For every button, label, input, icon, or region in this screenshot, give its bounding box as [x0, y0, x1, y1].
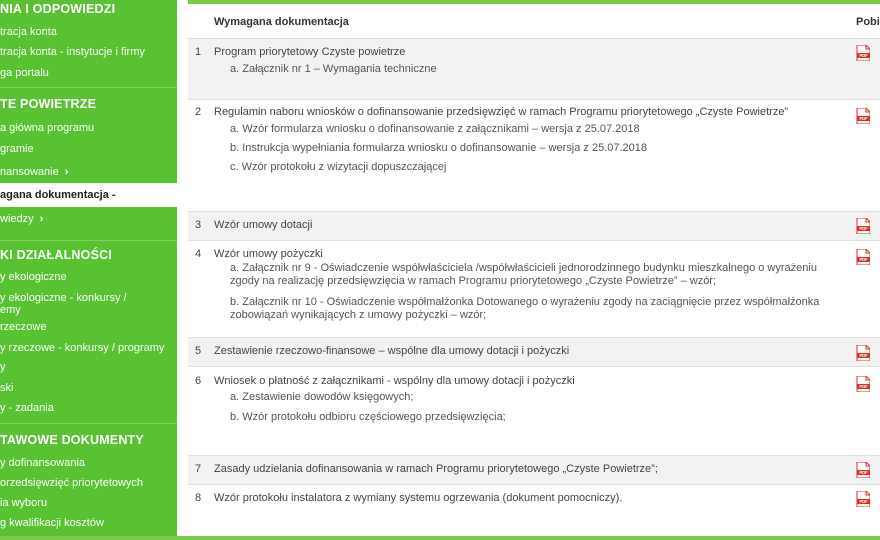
- sidebar-section-title: TAWOWE DOKUMENTY: [0, 433, 144, 447]
- table-row: [188, 212, 880, 241]
- chevron-right-icon: ›: [64, 166, 69, 178]
- table-row: [188, 338, 880, 367]
- sidebar-divider: [0, 240, 177, 241]
- sidebar-item-kryteria-wyboru[interactable]: ia wyboru: [0, 497, 48, 509]
- column-header-download: Pobi: [856, 16, 880, 28]
- row-title: Zestawienie rzeczowo-finansowe – wspólne dla umowy dotacji i pożyczki: [214, 345, 570, 357]
- documentation-table: [188, 4, 880, 536]
- row-number: 5: [195, 345, 202, 357]
- sidebar-item-efekty-ekologiczne-konkursy[interactable]: y ekologiczne - konkursy / emy: [0, 292, 127, 316]
- sidebar-item-ski[interactable]: ski: [0, 382, 14, 394]
- pdf-icon[interactable]: [856, 462, 870, 478]
- pdf-icon-label: PDF: [859, 384, 868, 390]
- row-title: Zasady udzielania dofinansowania w ramach Programu priorytetowego „Czyste Powietrze”;: [214, 463, 658, 475]
- sidebar-item-label: nansowanie: [0, 166, 59, 178]
- row-title: Wzór protokołu instalatora z wymiany systemu ogrzewania (dokument pomocniczy).: [214, 492, 623, 504]
- row-attachment: c. Wzór protokołu z wizytacji dopuszczającej: [230, 161, 447, 173]
- sidebar-item-umowy-dofinansowania[interactable]: y dofinansowania: [0, 457, 86, 469]
- table-row: [188, 100, 880, 212]
- pdf-icon[interactable]: [856, 376, 870, 392]
- content-gutter: [177, 0, 188, 540]
- row-attachment: b. Instrukcja wypełniania formularza wniosku o dofinansowanie – wersja z 25.07.2018: [230, 142, 648, 154]
- row-attachment: a. Zestawienie dowodów księgowych;: [230, 391, 414, 403]
- row-number: 3: [195, 219, 202, 231]
- sidebar-item-przedsiewziec-priorytetowych[interactable]: orzedsięwzięć priorytetowych: [0, 477, 144, 489]
- table-row: [188, 485, 880, 515]
- row-number: 2: [195, 106, 202, 118]
- sidebar-item-rejestracja-instytucje[interactable]: tracja konta - instytucje i firmy: [0, 46, 145, 58]
- bottom-accent-bar: [0, 536, 880, 540]
- row-number: 4: [195, 248, 202, 260]
- table-row: [188, 241, 880, 338]
- table-header: [188, 4, 880, 39]
- row-number: 1: [195, 46, 202, 58]
- row-title: Wzór umowy dotacji: [214, 219, 313, 231]
- chevron-right-icon: ›: [39, 213, 44, 225]
- sidebar-item-y[interactable]: y: [0, 361, 6, 373]
- sidebar-item-efekty-ekologiczne[interactable]: y ekologiczne: [0, 271, 67, 283]
- row-attachment: a. Wzór formularza wniosku o dofinansowanie z załącznikami – wersja z 25.07.2018: [230, 123, 640, 135]
- sidebar-item-label: agana dokumentacja -: [0, 189, 116, 201]
- pdf-icon[interactable]: [856, 108, 870, 124]
- pdf-icon[interactable]: [856, 45, 870, 61]
- pdf-icon[interactable]: [856, 345, 870, 361]
- pdf-icon-label: PDF: [859, 499, 868, 505]
- row-title: Wzór umowy pożyczki: [214, 248, 323, 260]
- table-row: [188, 456, 880, 485]
- row-number: 8: [195, 492, 202, 504]
- sidebar-section-title: NIA I ODPOWIEDZI: [0, 2, 116, 16]
- sidebar-item-rejestracja-konta[interactable]: tracja konta: [0, 26, 57, 38]
- row-attachment: a. Załącznik nr 1 – Wymagania techniczne: [230, 63, 437, 75]
- sidebar-item-kwalifikacji-kosztow[interactable]: g kwalifikacji kosztów: [0, 517, 104, 529]
- pdf-icon[interactable]: [856, 491, 870, 507]
- sidebar-item-baza-wiedzy[interactable]: [0, 213, 43, 225]
- sidebar-nav: [0, 0, 177, 540]
- sidebar-divider: [0, 87, 177, 88]
- pdf-icon-label: PDF: [859, 257, 868, 263]
- sidebar-item-wymagana-dokumentacja[interactable]: [0, 183, 177, 207]
- pdf-icon-label: PDF: [859, 53, 868, 59]
- pdf-icon-label: PDF: [859, 470, 868, 476]
- pdf-icon-label: PDF: [859, 116, 868, 122]
- table-row: [188, 367, 880, 456]
- sidebar-item-o-programie[interactable]: gramie: [0, 143, 34, 155]
- sidebar-item-label: wiedzy: [0, 213, 34, 225]
- sidebar-divider: [0, 423, 177, 424]
- sidebar-item-strona-glowna[interactable]: a główna programu: [0, 122, 95, 134]
- pdf-icon[interactable]: [856, 218, 870, 234]
- row-title: Program priorytetowy Czyste powietrze: [214, 46, 406, 58]
- pdf-icon-label: PDF: [859, 353, 868, 359]
- row-attachment: b. Wzór protokołu odbioru częściowego przedsięwzięcia;: [230, 411, 506, 423]
- row-title: Regulamin naboru wniosków o dofinansowanie przedsięwzięć w ramach Programu priorytetowego „Czyste Powietrze”: [214, 106, 789, 118]
- pdf-icon[interactable]: [856, 249, 870, 265]
- sidebar-section-title: KI DZIAŁALNOŚCI: [0, 248, 113, 262]
- row-number: 7: [195, 463, 202, 475]
- sidebar-item-efekty-rzeczowe[interactable]: rzeczowe: [0, 321, 47, 333]
- sidebar-item-efekty-rzeczowe-konkursy[interactable]: y rzeczowe - konkursy / programy: [0, 342, 165, 354]
- row-attachment: a. Załącznik nr 9 - Oświadczenie współwłaściciela /współwłaścicieli jednorodzinnego budynku mieszkalnego o wyrażeniu zgody na realizację przedsięwzięcia w ramach Programu priorytetowego „Czyste Powietrze” – wzór;: [230, 262, 817, 287]
- pdf-icon-label: PDF: [859, 226, 868, 232]
- table-row: [188, 39, 880, 100]
- row-attachment: b. Załącznik nr 10 - Oświadczenie współmałżonka Dotowanego o wyrażeniu zgody na zaciągnięcie przez współmałżonka zobowiązań wynikających z umowy pożyczki – wzór;: [230, 296, 820, 321]
- column-header-documentation: Wymagana dokumentacja: [214, 16, 349, 28]
- sidebar-item-dofinansowanie[interactable]: [0, 166, 68, 178]
- sidebar-item-zadania[interactable]: y - zadania: [0, 402, 54, 414]
- row-title: Wniosek o płatność z załącznikami - wspólny dla umowy dotacji i pożyczki: [214, 375, 575, 387]
- sidebar-item-mapa-portalu[interactable]: ga portalu: [0, 67, 49, 79]
- sidebar-section-title: TE POWIETRZE: [0, 97, 97, 111]
- row-number: 6: [195, 375, 202, 387]
